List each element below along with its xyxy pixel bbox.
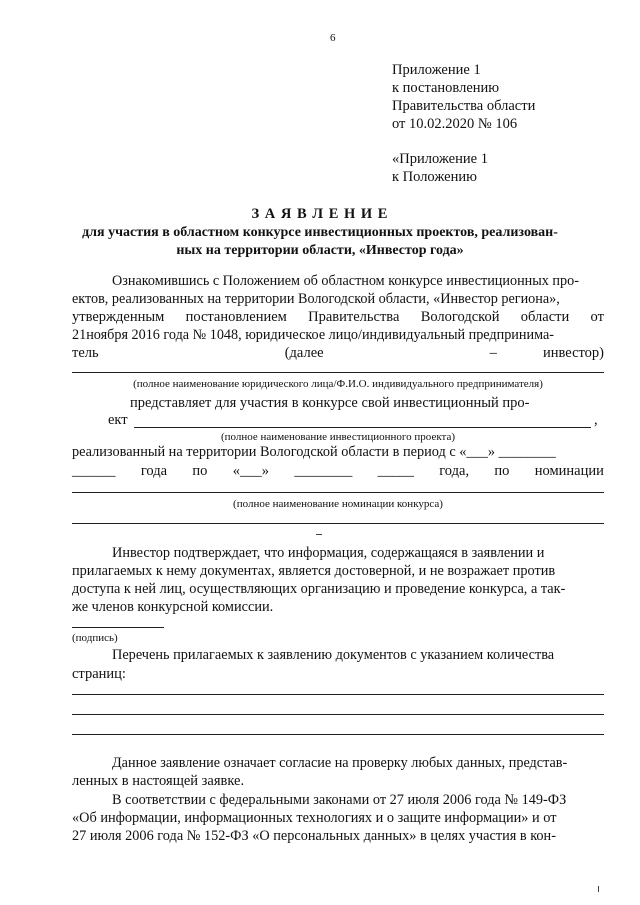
signature-line (72, 627, 164, 628)
period-line: ______ года по «___» ________ _____ года, по номинации (72, 463, 604, 479)
para1-line-1: Ознакомившись с Положением об областном конкурсе инвестиционных про- (112, 273, 579, 289)
documents-line-3 (72, 734, 604, 735)
dash-mark (316, 534, 322, 535)
consent-line-1: Данное заявление означает согласие на проверку любых данных, представ- (112, 755, 568, 771)
hint-nomination: (полное наименование номинации конкурса) (233, 498, 443, 510)
law-line-2: «Об информации, информационных технологиях и о защите информации» и от (72, 810, 557, 826)
realized-line: реализованный на территории Вологодской области в период с «___» ________ (72, 444, 556, 460)
para1-line-5: тель (далее – инвестор) (72, 345, 604, 361)
document-title: З А Я В Л Е Н И Е (251, 206, 389, 222)
list-intro-line-2: страниц: (72, 666, 126, 682)
appendix-regulation-line-2: к Положению (392, 169, 477, 185)
documents-line-2 (72, 714, 604, 715)
project-name-line (134, 427, 591, 428)
document-subtitle-line-1: для участия в областном конкурсе инвестиционных проектов, реализован- (82, 225, 558, 240)
scan-mark (598, 886, 599, 892)
ekt-text: ект (108, 412, 128, 428)
appendix-line-3: Правительства области (392, 98, 536, 114)
appendix-regulation-line-1: «Приложение 1 (392, 151, 488, 167)
para2-line-1: Инвестор подтверждает, что информация, содержащаяся в заявлении и (112, 545, 545, 561)
presents-text: представляет для участия в конкурсе свой инвестиционный про- (130, 395, 530, 411)
comma: , (594, 412, 598, 428)
appendix-line-4: от 10.02.2020 № 106 (392, 116, 518, 132)
para2-line-4: же членов конкурсной комиссии. (72, 599, 274, 615)
extra-line (72, 523, 604, 524)
document-subtitle-line-2: ных на территории области, «Инвестор года» (176, 243, 464, 258)
para1-line-2: ектов, реализованных на территории Вологодской области, «Инвестор региона», (72, 291, 560, 307)
appendix-line-1: Приложение 1 (392, 62, 481, 78)
hint-project: (полное наименование инвестиционного проекта) (220, 431, 456, 443)
nomination-line (72, 492, 604, 493)
appendix-line-2: к постановлению (392, 80, 500, 96)
consent-line-2: ленных в настоящей заявке. (72, 773, 245, 789)
hint-applicant: (полное наименование юридического лица/Ф.И.О. индивидуального предпринимателя) (133, 378, 543, 390)
para1-line-3: утвержденным постановлением Правительства Вологодской области от (72, 309, 604, 325)
page-number: 6 (330, 32, 336, 44)
signature-label: (подпись) (72, 632, 118, 644)
list-intro-line-1: Перечень прилагаемых к заявлению документов с указанием количества (112, 647, 555, 663)
documents-line-1 (72, 694, 604, 695)
para1-line-4: 21ноября 2016 года № 1048, юридическое лицо/индивидуальный предпринима- (72, 327, 554, 343)
applicant-name-line (72, 372, 604, 373)
law-line-3: 27 июля 2006 года № 152-ФЗ «О персональных данных» в целях участия в кон- (72, 828, 556, 844)
law-line-1: В соответствии с федеральными законами от 27 июля 2006 года № 149-ФЗ (112, 792, 567, 808)
para2-line-3: доступа к ней лиц, осуществляющих организацию и проведение конкурса, а так- (72, 581, 566, 597)
para2-line-2: прилагаемых к нему документах, является достоверной, и не возражает против (72, 563, 556, 579)
